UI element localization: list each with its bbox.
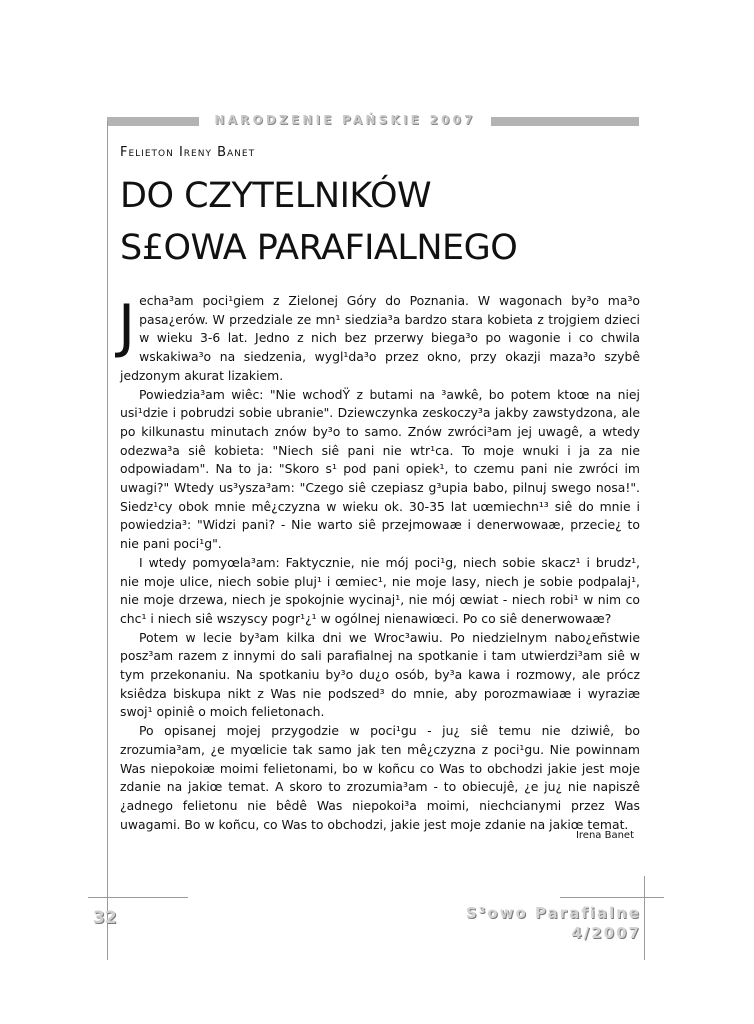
article-paragraph-4: Potem w lecie by³am kilka dni we Wroc³awiu. Po niedzielnym nabo¿eñstwie posz³am razem z innymi do sali parafialnej na spotkanie i tam utwierdzi³am siê w tym przekonaniu. Na spotkaniu by³o du¿o osób, by³a kawa i rozmowy, ale prócz ksiêdza biskupa nikt z Was nie podszed³ do mnie, aby porozmawiaæ i wyraziæ swoj¹ opiniê o moich felietonach.	[120, 629, 640, 720]
publication-footer	[466, 903, 641, 943]
article-body	[120, 292, 640, 834]
article-paragraph-1	[120, 292, 640, 386]
header-rule-left	[107, 117, 199, 126]
footer-rule-right	[560, 897, 664, 898]
author-signature: Irena Banet	[575, 830, 634, 841]
page-frame-line	[107, 121, 108, 901]
article-paragraph-2: Powiedzia³am wiêc: "Nie wchodŸ z butami na ³awkê, bo potem ktoœ na niej usi¹dzie i pobrudzi sobie ubranie". Dziewczynka zeskoczy³a jakby zawstydzona, ale po kilkunastu minutach znów by³o to samo. Znów zwróci³am jej uwagê, a wtedy odezwa³a siê kobieta: "Niech siê pani nie wtr¹ca. To moje wnuki i ja za nie odpowiadam". Na to ja: "Skoro s¹ pod pani opiek¹, to czemu pani nie zwróci im uwagi?" Wtedy us³ysza³am: "Czego siê czepiasz g³upia babo, pilnuj swego nosa!". Siedz¹cy obok mnie mê¿czyzna w wieku ok. 30-35 lat uœmiechn¹³ siê do mnie i powiedzia³: "Widzi pani? - Nie warto siê przejmowaæ i denerwowaæ, przecie¿ to nie pani poci¹g".	[120, 386, 640, 552]
header-rule-right	[491, 117, 639, 126]
article-paragraph-5: Po opisanej mojej przygodzie w poci¹gu - ju¿ siê temu nie dziwiê, bo zrozumia³am, ¿e myœlicie tak samo jak ten mê¿czyzna z poci¹gu. Nie powinnam Was niepokoiæ moimi felietonami, bo w koñcu co Was to obchodzi jakie jest moje zdanie na jakiœ temat. A skoro to zrozumia³am - to obiecujê, ¿e ju¿ nie napiszê ¿adnego felietonu nie bêdê Was niepokoi³a moimi, niechcianymi przez Was uwagami. Bo w koñcu, co Was to obchodzi, jakie jest moje zdanie na jakiœ temat.	[120, 723, 640, 832]
issue-header: NARODZENIE PAŃSKIE 2007	[214, 113, 476, 127]
drop-cap: J	[118, 292, 136, 360]
paragraph-text: echa³am poci¹giem z Zielonej Góry do Poznania. W wagonach by³o ma³o pasa¿erów. W przedziale ze mn¹ siedzia³a bardzo stara kobieta z trojgiem dzieci w wieku 3-6 lat. Jedno z nich bez przerwy biega³o po wagonie i co chwila wskakiwa³o na siedzenia, wygl¹da³o przez okno, przy okazji maza³o szybê jedzonym akurat lizakiem.	[120, 293, 640, 383]
article-title: DO CZYTELNIKÓW S£OWA PARAFIALNEGO	[120, 176, 518, 268]
article-paragraph-3: I wtedy pomyœla³am: Faktycznie, nie mój poci¹g, niech sobie skacz¹ i brudz¹, nie moje ulice, niech sobie pluj¹ i œmiec¹, nie moje lasy, niech je sobie podpalaj¹, nie moje drzewa, niech je spokojnie wycinaj¹, nie mój œwiat - niech robi¹ w nim co chc¹ i niech siê wszyscy pogr¹¿¹ w ogólnej nienawiœci. Po co siê denerwowaæ?	[120, 554, 640, 626]
footer-crop-line-right	[644, 876, 645, 960]
footer-rule-left	[88, 897, 188, 898]
publication-issue: 4/2007	[571, 924, 641, 942]
article-kicker: Felieton Ireny Banet	[120, 145, 256, 160]
publication-name: S³owo Parafialne	[465, 904, 641, 922]
page-number: 32	[93, 908, 117, 928]
